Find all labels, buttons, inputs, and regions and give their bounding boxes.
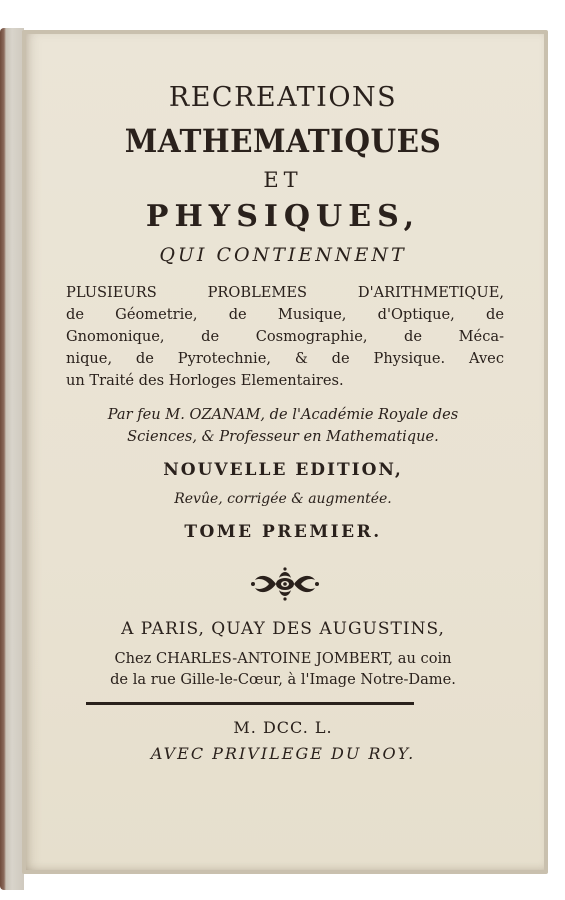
volume-line: TOME PREMIER. — [184, 522, 382, 542]
title-line-et: ET — [263, 168, 303, 192]
edition-line: NOUVELLE EDITION, — [163, 460, 403, 480]
author-line: Par feu M. OZANAM, de l'Académie Royale des — [107, 406, 459, 423]
privilege-line: AVEC PRIVILEGE DU ROY. — [150, 744, 416, 763]
description-line: un Traité des Horloges Elementaires. — [66, 372, 344, 389]
imprint-place: A PARIS, QUAY DES AUGUSTINS, — [121, 619, 445, 639]
title-line-physiques: PHYSIQUES, — [145, 199, 421, 234]
description-line: PLUSIEURS PROBLEMES D'ARITHMETIQUE, — [66, 284, 504, 301]
author-line: Sciences, & Professeur en Mathematique. — [127, 428, 439, 445]
title-line-recreations: RECREATIONS — [168, 82, 398, 113]
description-line: de Géometrie, de Musique, d'Optique, de — [66, 306, 504, 323]
title-line-mathematiques: MATHEMATIQUES — [124, 122, 442, 160]
printer-ornament-icon — [249, 566, 321, 602]
imprint-address: de la rue Gille-le-Cœur, à l'Image Notre-Dame. — [110, 671, 456, 688]
title-line-qui-contiennent: QUI CONTIENNENT — [159, 244, 407, 266]
description-line: Gnomonique, de Cosmographie, de Méca- — [66, 328, 504, 345]
publication-date: M. DCC. L. — [233, 718, 333, 737]
imprint-printer: Chez CHARLES-ANTOINE JOMBERT, au coin — [114, 650, 452, 667]
revision-line: Revûe, corrigée & augmentée. — [174, 491, 392, 507]
title-page-content — [26, 34, 544, 870]
book-binding — [0, 28, 24, 890]
imprint-rule — [86, 702, 414, 705]
description-line: nique, de Pyrotechnie, & de Physique. Avec — [66, 350, 504, 367]
title-page — [26, 34, 544, 870]
